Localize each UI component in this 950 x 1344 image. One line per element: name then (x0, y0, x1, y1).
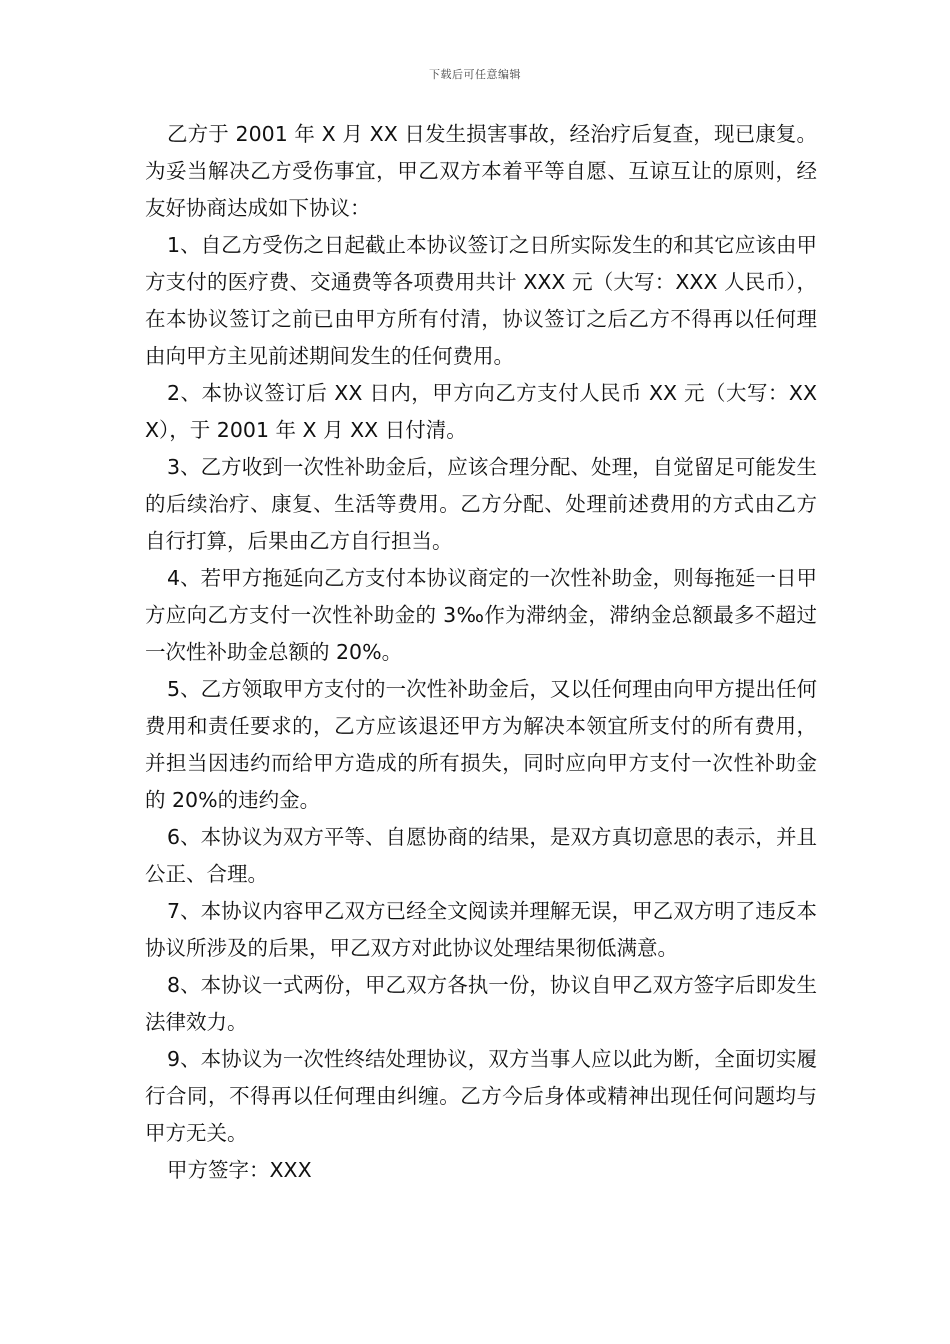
clause-9: 9、本协议为一次性终结处理协议，双方当事人应以此为断，全面切实履行合同，不得再以任何理由纠缠。乙方今后身体或精神出现任何问题均与甲方无关。 (145, 1047, 817, 1145)
agreement-body (145, 116, 817, 1189)
clause-4: 4、若甲方拖延向乙方支付本协议商定的一次性补助金，则每拖延一日甲方应向乙方支付一次性补助金的 3‰作为滞纳金，滞纳金总额最多不超过一次性补助金总额的 20%。 (145, 566, 817, 664)
clause-3: 3、乙方收到一次性补助金后，应该合理分配、处理，自觉留足可能发生的后续治疗、康复、生活等费用。乙方分配、处理前述费用的方式由乙方自行打算，后果由乙方自行担当。 (145, 455, 817, 553)
clause-1: 1、自乙方受伤之日起截止本协议签订之日所实际发生的和其它应该由甲方支付的医疗费、交通费等各项费用共计 XXX 元（大写：XXX 人民币），在本协议签订之前已由甲方所有付清，协议签订之后乙方不得再以任何理由向甲方主见前述期间发生的任何费用。 (145, 233, 817, 368)
clause-8: 8、本协议一式两份，甲乙双方各执一份，协议自甲乙双方签字后即发生法律效力。 (145, 973, 817, 1034)
party-a-signature-line: 甲方签字：XXX (167, 1158, 312, 1182)
clause-7: 7、本协议内容甲乙双方已经全文阅读并理解无误，甲乙双方明了违反本协议所涉及的后果，甲乙双方对此协议处理结果彻低满意。 (145, 899, 817, 960)
page-header: 下载后可任意编辑 (429, 68, 521, 81)
clause-6: 6、本协议为双方平等、自愿协商的结果，是双方真切意思的表示，并且公正、合理。 (145, 825, 817, 886)
clause-2: 2、本协议签订后 XX 日内，甲方向乙方支付人民币 XX 元（大写：XXX），于 2001 年 X 月 XX 日付清。 (145, 381, 817, 442)
clause-5: 5、乙方领取甲方支付的一次性补助金后，又以任何理由向甲方提出任何费用和责任要求的，乙方应该退还甲方为解决本领宜所支付的所有费用，并担当因违约而给甲方造成的所有损失，同时应向甲方支付一次性补助金的 20%的违约金。 (145, 677, 817, 812)
intro-paragraph: 乙方于 2001 年 X 月 XX 日发生损害事故，经治疗后复查，现已康复。为妥当解决乙方受伤事宜，甲乙双方本着平等自愿、互谅互让的原则，经友好协商达成如下协议： (145, 122, 817, 220)
